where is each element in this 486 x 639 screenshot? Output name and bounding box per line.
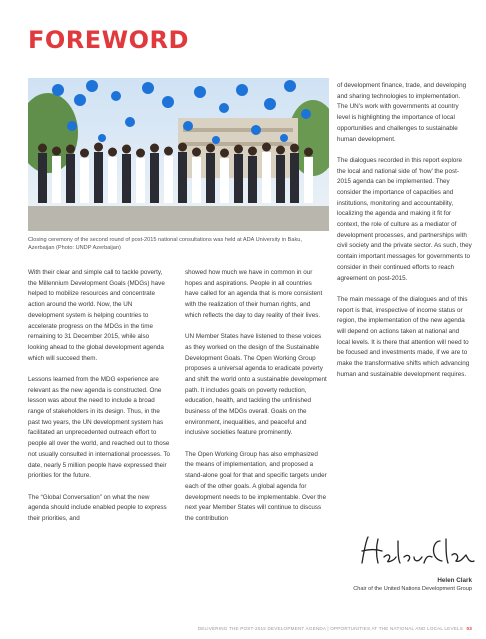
page-number: 03 (466, 626, 472, 631)
paragraph: The “Global Conversation” on what the new agenda should include enabled people to express their priorities, and (28, 493, 167, 522)
page-footer (198, 626, 472, 631)
signatory-role: Chair of the United Nations Development Group (353, 586, 472, 592)
page-title: FOREWORD (28, 26, 189, 54)
text-column-2 (185, 268, 327, 535)
ceremony-photo-illustration (28, 78, 329, 231)
paragraph: UN Member States have listened to these voices as they worked on the design of the Sustainable Development Goals. The Open Working Group proposes a universal agenda to eradicate poverty and shift the world onto a sustainable development path. It includes goals on poverty reduction, education, health, and tackling the unfinished business of the MDGs overall. Goals on the environment, inequalities, and peaceful and inclusive societies feature prominently. (185, 333, 327, 437)
paragraph: showed how much we have in common in our hopes and aspirations. People in all countries have called for an agenda that is more consistent with the realization of their human rights, and which reflects the day to day reality of their lives. (185, 269, 323, 319)
paragraph: With their clear and simple call to tackle poverty, the Millennium Development Goals (MDGs) have helped to mobilize resources and concentrate action around the world. Now, the UN development system is helping countries to accelerate progress on the MDGs in the time remaining to 31 December 2015, while also looking ahead to the global development agenda which will succeed them. (28, 269, 165, 362)
photo-caption: Closing ceremony of the second round of post-2015 national consultations was held at ADA University in Baku, Azerbaijan (Photo: UNDP Azerbaijan) (28, 237, 302, 251)
text-column-1 (28, 268, 170, 535)
paragraph: Lessons learned from the MDG experience are relevant as the new agenda is constructed. One lesson was about the need to include a broad range of stakeholders in its design. Thus, in the past two years, the UN development system has facilitated an unprecedented outreach effort to people all over the world, and reached out to those not usually consulted in international processes. To date, nearly 5 million people have expressed their priorities for the future. (28, 375, 170, 480)
footer-text: DELIVERING THE POST-2015 DEVELOPMENT AGENDA | OPPORTUNITIES AT THE NATIONAL AND LOCAL LEVELS (197, 626, 463, 631)
ceremony-photo (28, 78, 329, 231)
paragraph: The main message of the dialogues and of this report is that, irrespective of income status or region, the implementation of the new agenda will depend on actions taken at national and local levels. It is there that attention will need to be focused and investments made, if we are to make the transformative shifts which advancing human and sustainable development requires. (337, 295, 470, 378)
paragraph: of development finance, trade, and developing and sharing technologies to implementation. The UN’s work with governments at country level is highlighting the importance of local opportunities and challenges to sustainable human development. (337, 82, 467, 143)
signatory-name: Helen Clark (437, 577, 472, 584)
paragraph: The dialogues recorded in this report explore the local and national side of ‘how’ the post-2015 agenda can be implemented. They consider the importance of capacities and institutions, monitoring and accountability, localizing the agenda and making it fit for context, the role of culture as a mediator of development processes, and partnerships with civil society and the private sector. As such, they contain important messages for governments to consider in their continued efforts to reach agreement on post-2015. (337, 156, 472, 282)
paragraph: The Open Working Group has also emphasized the means of implementation, and proposed a stand-alone goal for that and specific targets under each of the other goals. A global agenda for development needs to be implementable. Over the next year Member States will continue to discuss the contribution (185, 450, 327, 522)
handwritten-signature (356, 533, 476, 569)
text-column-3 (337, 81, 472, 391)
